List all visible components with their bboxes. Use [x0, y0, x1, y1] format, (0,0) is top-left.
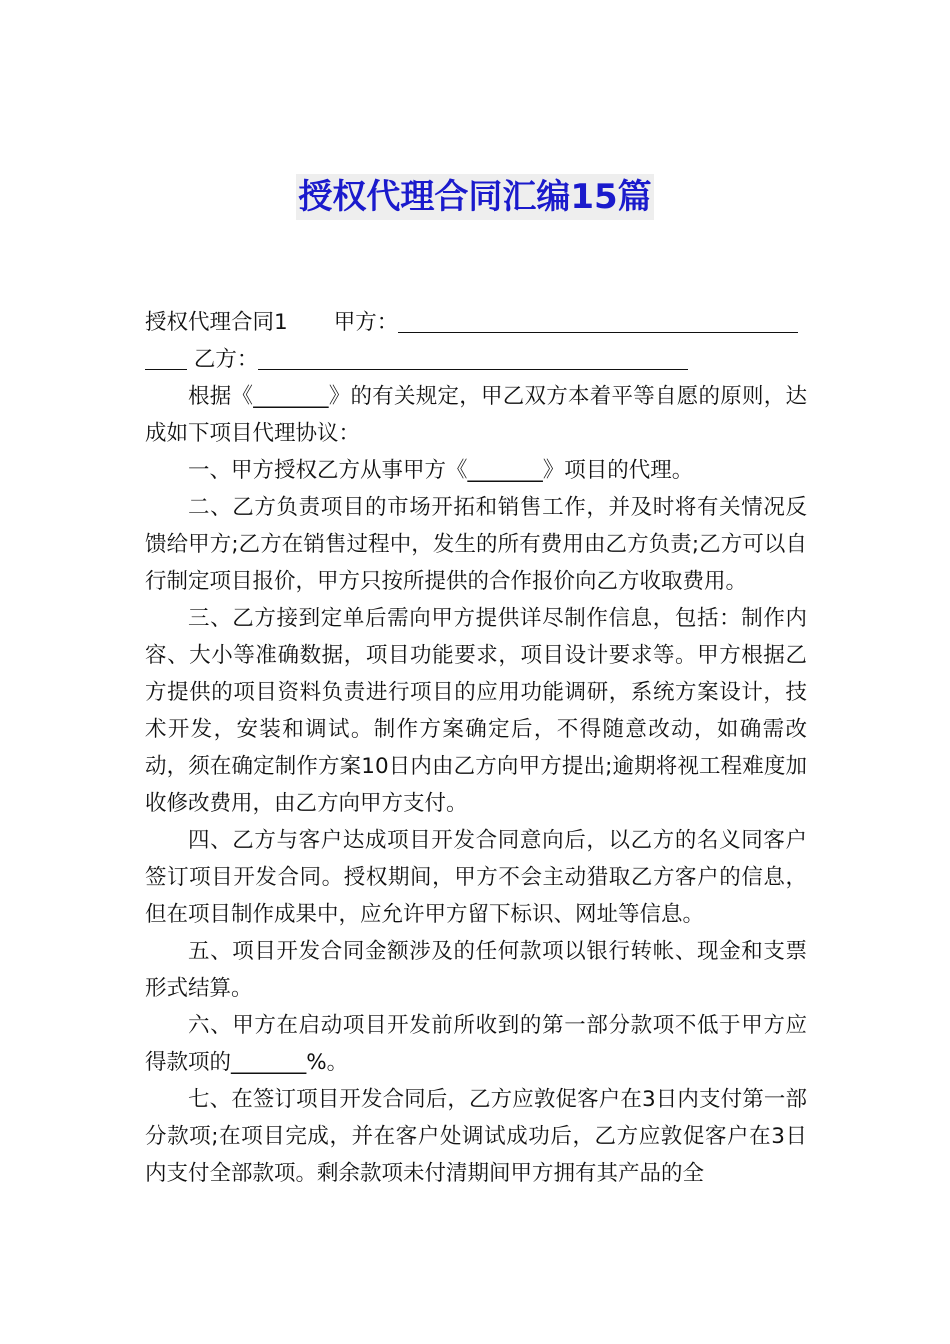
- contract-label: 授权代理合同1: [145, 310, 288, 335]
- party-a-blank-continued: [145, 343, 187, 370]
- paragraph-clause-6: 六、甲方在启动项目开发前所收到的第一部分款项不低于甲方应得款项的_______%。: [145, 1013, 807, 1075]
- paragraph-clause-2: 二、乙方负责项目的市场开拓和销售工作，并及时将有关情况反馈给甲方;乙方在销售过程中，发生的所有费用由乙方负责;乙方可以自行制定项目报价，甲方只按所提供的合作报价向乙方收取费用。: [145, 495, 807, 594]
- document-title: 授权代理合同汇编15篇: [296, 174, 653, 220]
- header-line-party-a: [145, 304, 807, 341]
- party-a-blank: [398, 306, 798, 333]
- paragraph-clause-3: 三、乙方接到定单后需向甲方提供详尽制作信息，包括：制作内容、大小等准确数据，项目功能要求，项目设计要求等。甲方根据乙方提供的项目资料负责进行项目的应用功能调研，系统方案设计，技术开发，安装和调试。制作方案确定后，不得随意改动，如确需改动，须在确定制作方案10日内由乙方向甲方提出;逾期将视工程难度加收修改费用，由乙方向甲方支付。: [145, 606, 807, 816]
- paragraph-clause-4: 四、乙方与客户达成项目开发合同意向后，以乙方的名义同客户签订项目开发合同。授权期间，甲方不会主动猎取乙方客户的信息，但在项目制作成果中，应允许甲方留下标识、网址等信息。: [145, 828, 807, 927]
- party-a-label: 甲方：: [333, 310, 399, 335]
- title-container: [0, 174, 950, 220]
- party-b-blank: [258, 343, 688, 370]
- paragraph-intro: 根据《_______》的有关规定，甲乙双方本着平等自愿的原则，达成如下项目代理协议：: [145, 384, 807, 446]
- party-b-label: 乙方：: [193, 347, 259, 372]
- document-body: [145, 304, 807, 1192]
- header-line-party-b: [145, 341, 807, 378]
- paragraph-clause-1: 一、甲方授权乙方从事甲方《_______》项目的代理。: [188, 458, 694, 483]
- paragraph-clause-5: 五、项目开发合同金额涉及的任何款项以银行转帐、现金和支票形式结算。: [145, 939, 807, 1001]
- paragraph-clause-7: 七、在签订项目开发合同后，乙方应敦促客户在3日内支付第一部分款项;在项目完成，并在客户处调试成功后，乙方应敦促客户在3日内支付全部款项。剩余款项未付清期间甲方拥有其产品的全: [145, 1087, 807, 1186]
